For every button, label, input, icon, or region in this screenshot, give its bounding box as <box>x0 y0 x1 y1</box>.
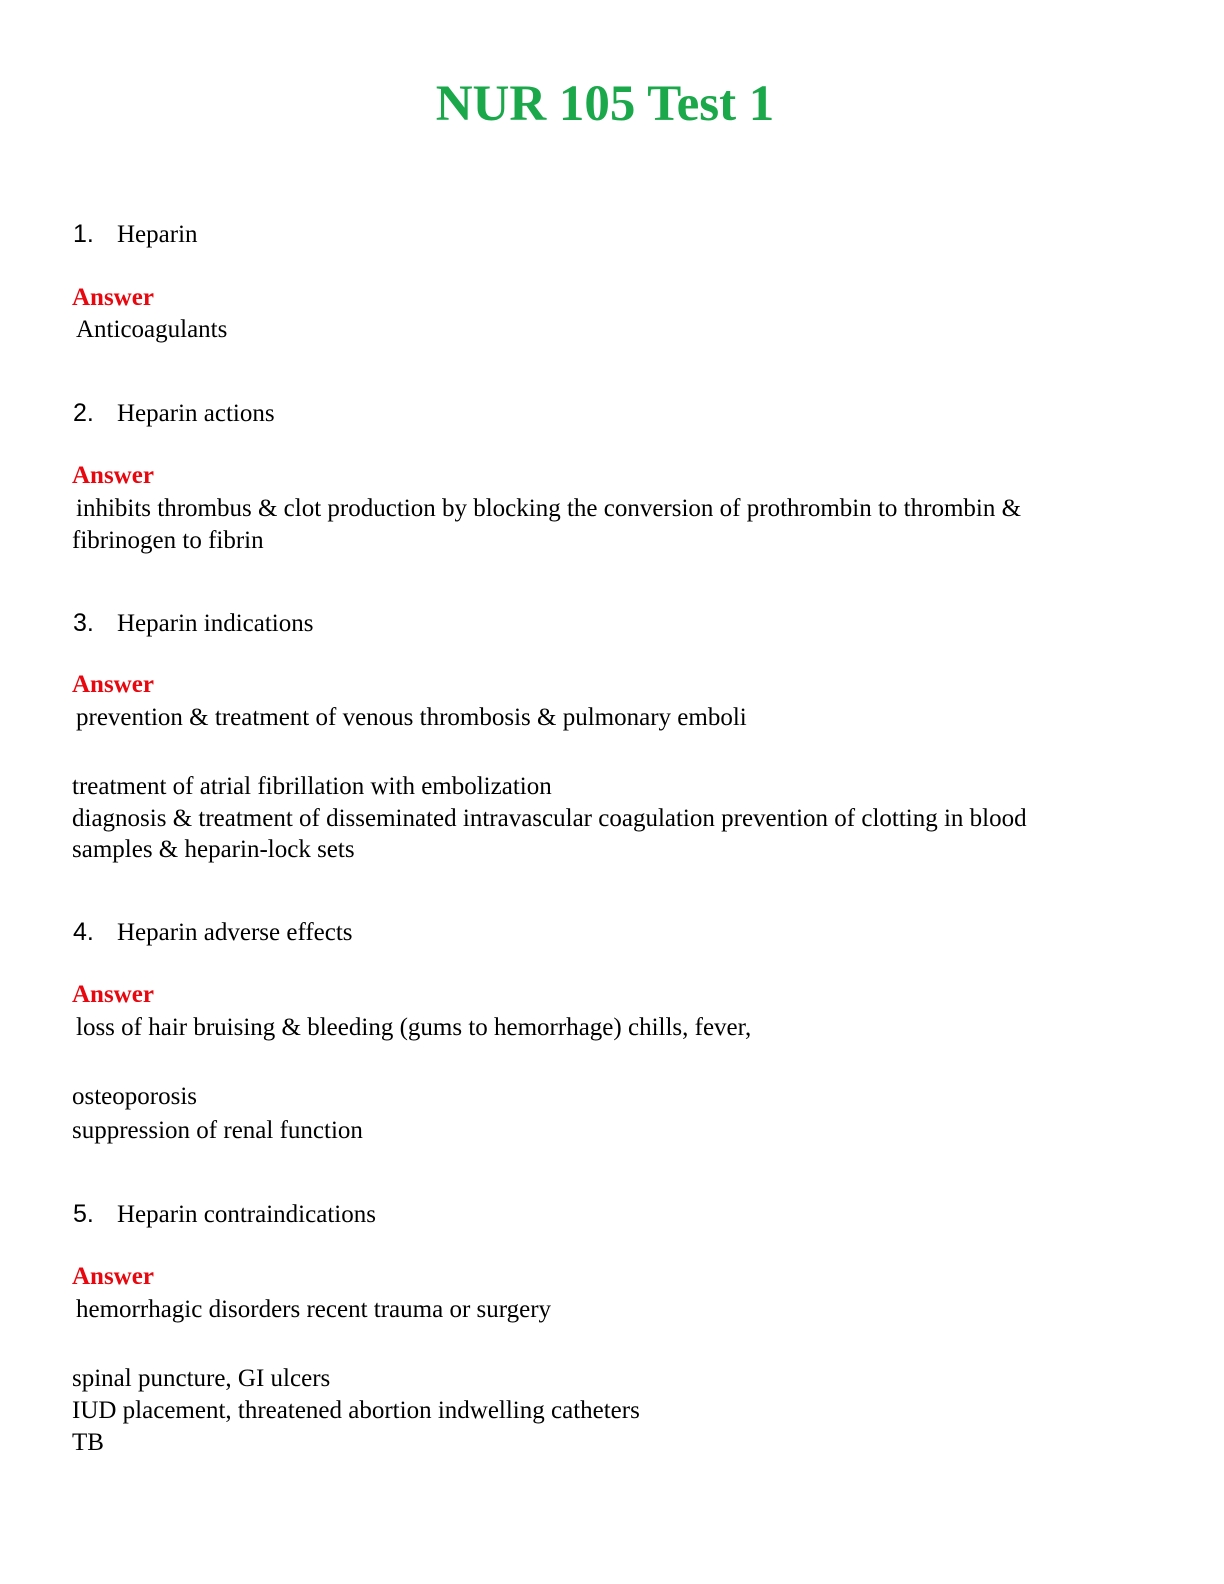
answer-line: hemorrhagic disorders recent trauma or surgery <box>76 1296 552 1323</box>
answer-label: Answer <box>72 981 154 1008</box>
answer-line: Anticoagulants <box>76 316 228 343</box>
question-number: 3. <box>73 609 94 637</box>
question-number: 2. <box>73 399 94 427</box>
question-number: 4. <box>73 918 94 946</box>
question-prompt: Heparin actions <box>117 400 275 427</box>
question-number: 5. <box>73 1200 94 1228</box>
question-1 <box>73 217 198 251</box>
answer-line: diagnosis & treatment of disseminated intravascular coagulation prevention of clotting in blood <box>72 805 1027 832</box>
answer-label: Answer <box>72 1263 154 1290</box>
answer-line: IUD placement, threatened abortion indwelling catheters <box>72 1397 640 1424</box>
question-4 <box>73 915 353 949</box>
question-prompt: Heparin adverse effects <box>117 919 353 946</box>
answer-line: treatment of atrial fibrillation with embolization <box>72 773 552 800</box>
question-5 <box>73 1197 376 1231</box>
answer-label: Answer <box>72 462 154 489</box>
answer-line: fibrinogen to fibrin <box>72 527 264 554</box>
question-2 <box>73 396 275 430</box>
question-prompt: Heparin <box>117 221 198 248</box>
question-number: 1. <box>73 220 94 248</box>
answer-line: inhibits thrombus & clot production by blocking the conversion of prothrombin to thrombin & <box>76 495 1022 522</box>
answer-line: osteoporosis <box>72 1083 197 1110</box>
page-title: NUR 105 Test 1 <box>435 76 775 132</box>
question-prompt: Heparin contraindications <box>117 1201 376 1228</box>
answer-line: spinal puncture, GI ulcers <box>72 1365 331 1392</box>
answer-line: prevention & treatment of venous thrombosis & pulmonary emboli <box>76 704 747 731</box>
question-3 <box>73 606 313 640</box>
answer-line: suppression of renal function <box>72 1117 363 1144</box>
answer-line: samples & heparin-lock sets <box>72 836 355 863</box>
answer-line: loss of hair bruising & bleeding (gums to hemorrhage) chills, fever, <box>76 1014 752 1041</box>
question-prompt: Heparin indications <box>117 610 314 637</box>
answer-label: Answer <box>72 671 154 698</box>
answer-line: TB <box>72 1429 104 1456</box>
answer-label: Answer <box>72 284 154 311</box>
